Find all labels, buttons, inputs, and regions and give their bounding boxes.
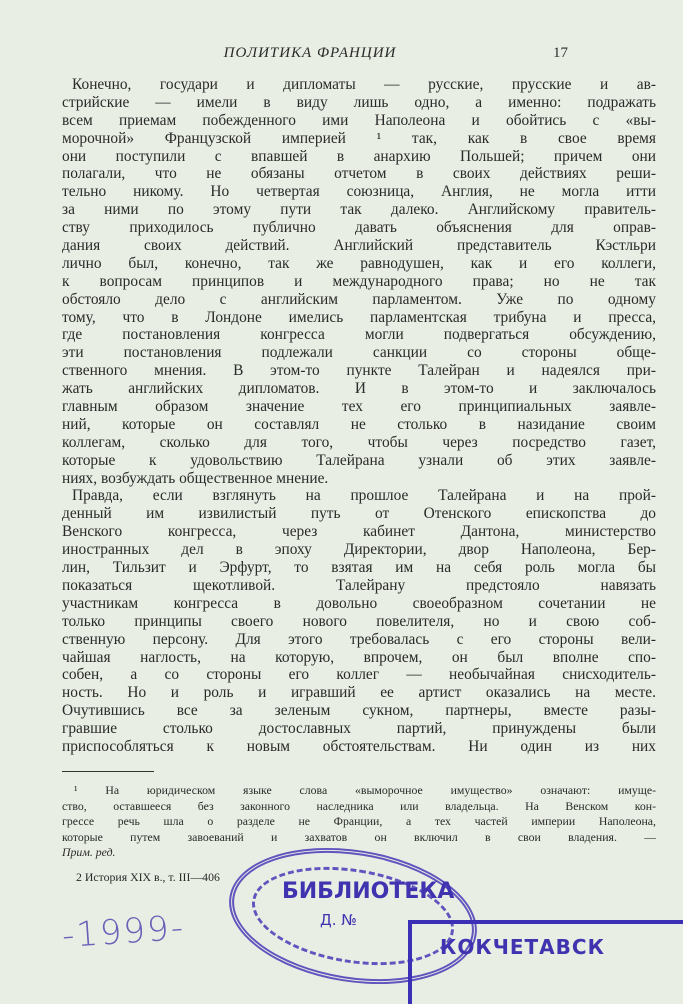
text-line: только принципы своего нового повелителя, но и свою соб-: [62, 612, 656, 630]
footnote-line: ¹ На юридическом языке слова «выморочное имущество» означают: имуще-: [74, 783, 656, 797]
text-line: тому, что в Лондоне имелись парламентская трибуна и пресса,: [62, 308, 656, 326]
text-line: к вопросам принципов и международного права; но не так: [62, 272, 656, 290]
text-line: за ними по этому пути так далеко. Английскому правитель-: [62, 201, 656, 219]
footnote-divider: [62, 771, 154, 772]
text-line: стрийские — имели в виду лишь одно, а именно: подражать: [62, 93, 656, 111]
text-line: ниях, возбуждать общественное мнение.: [62, 469, 329, 487]
text-line: дания своих действий. Английский представитель Кэстльри: [62, 237, 656, 255]
text-line: чайшая наглость, на которую, впрочем, он был вполне спо-: [62, 648, 656, 666]
body-text: [62, 76, 656, 756]
text-line: собен, а со стороны его коллег — необычайная снисходитель-: [62, 666, 656, 684]
text-line: Венского конгресса, через кабинет Дантона, министерство: [62, 523, 656, 541]
text-line: главным образом значение тех его принципиальных заявле-: [62, 398, 656, 416]
text-line: они поступили с впавшей в анархию Польшей; причем они: [62, 147, 656, 165]
text-line: Конечно, государи и дипломаты — русские, прусские и ав-: [72, 76, 656, 93]
text-line: полагали, что не обязаны отчетом в своих действиях реши-: [62, 165, 656, 183]
text-line: ству приходилось публично давать объяснения для оправ-: [62, 219, 656, 237]
text-line: тельно никому. Но четвертая союзница, Англия, не могла итти: [62, 183, 656, 201]
text-line: эти постановления подлежали санкции со стороны обще-: [62, 344, 656, 362]
footnote-2: 2 История XIX в., т. III—406: [76, 869, 220, 884]
handwritten-inventory-number: -1999-: [60, 907, 187, 957]
text-line: жать английских дипломатов. И в этом-то и заключалось: [62, 380, 656, 398]
footnote-line: Прим. ред.: [62, 845, 116, 860]
text-line: ность. Но и роль и игравший ее артист оказались на месте.: [62, 684, 656, 702]
stamp-rect-title: КОКЧЕТАВСК: [440, 935, 605, 959]
text-line: участникам конгресса в довольно своеобразном сочетании не: [62, 594, 656, 612]
running-header-title: ПОЛИТИКА ФРАНЦИИ: [223, 45, 397, 61]
text-line: показаться щекотливой. Талейрану предстояло навязать: [62, 576, 656, 594]
text-line: морочной» Французской империей ¹ так, как в свое время: [62, 129, 656, 147]
text-line: Правда, если взглянуть на прошлое Талейрана и на прой-: [72, 487, 656, 505]
footnote-line: ство, оставшееся без законного наследника или владельца. На Венском кон-: [62, 798, 656, 813]
text-line: где постановления конгресса могли подвергаться обсуждению,: [62, 326, 656, 344]
text-line: коллегам, сколько для того, чтобы через посредство газет,: [62, 433, 656, 451]
text-line: денный им извилистый путь от Отенского епископства до: [62, 505, 656, 523]
text-line: Очутившись все за зеленым сукном, партнеры, вместе разы-: [62, 702, 656, 720]
text-line: всем приемам побежденного ими Наполеона и обойтись с «вы-: [62, 111, 656, 129]
text-line: гравшие столько достославных партий, принуждены были: [62, 720, 656, 738]
stamp-oval-number: Д. №: [320, 911, 357, 929]
text-line: ний, которые он составлял не столько в назидание своим: [62, 415, 656, 433]
text-line: лично был, конечно, так же равнодушен, как и его коллеги,: [62, 254, 656, 272]
text-line: ственную персону. Для этого требовалась с его стороны вели-: [62, 630, 656, 648]
text-line: которые к удовольствию Талейрана узнали об этих заявле-: [62, 451, 656, 469]
text-line: иностранных дел в эпоху Директории, двор Наполеона, Бер-: [62, 541, 656, 559]
text-line: приспособляться к новым обстоятельствам. Ни один из них: [62, 737, 656, 755]
stamp-oval-title: БИБЛИОТЕКА: [282, 879, 455, 904]
library-stamp-rect: [408, 920, 683, 1004]
text-line: лин, Тильзит и Эрфурт, то взятая им на себя роль могла бы: [62, 559, 656, 577]
footnote-line: которые путем завоеваний и захватов он включил в свои владения. —: [62, 829, 656, 844]
text-line: обстояло дело с английским парламентом. Уже по одному: [62, 290, 656, 308]
footnote-line: грессе речь шла о разделе не Франции, а тех частей империи Наполеона,: [62, 814, 656, 829]
page-number: 17: [553, 45, 568, 61]
text-line: ственного мнения. В этом-то пункте Талейран и надеялся при-: [62, 362, 656, 380]
